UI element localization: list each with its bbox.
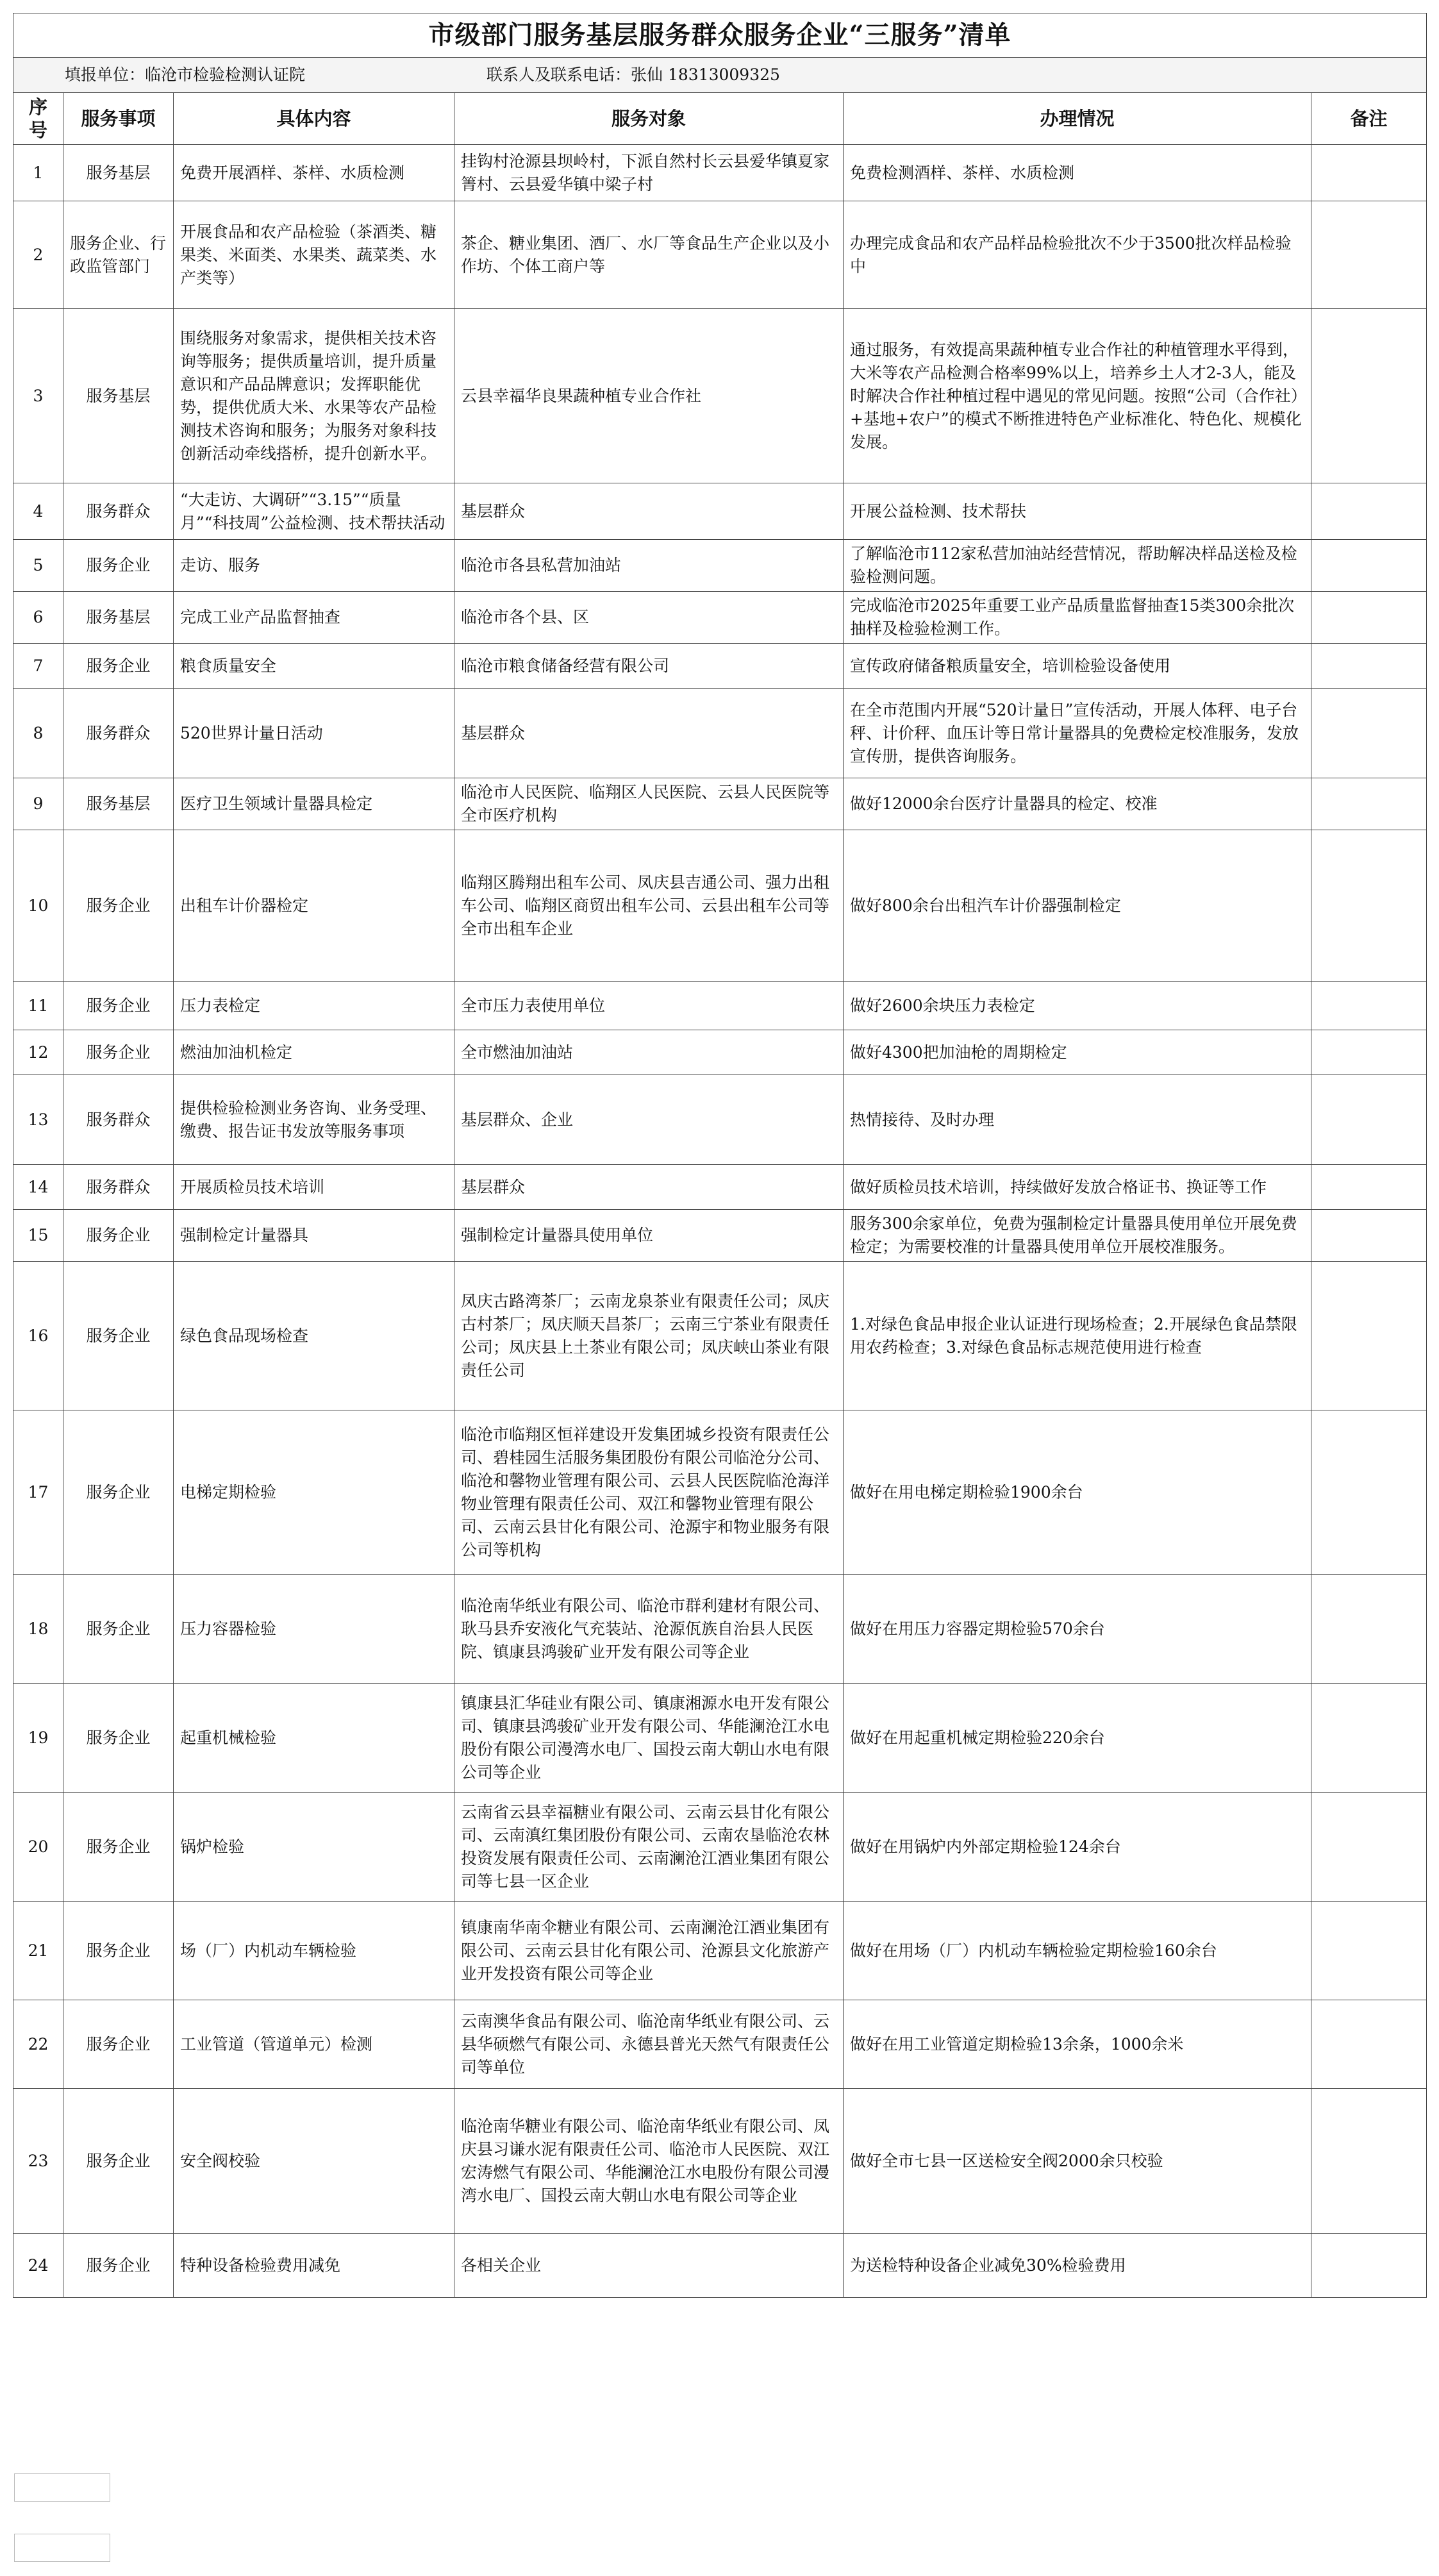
cell-note: [1311, 540, 1427, 592]
cell-content: 场（厂）内机动车辆检验: [174, 1902, 454, 2000]
cell-status: 做好在用起重机械定期检验220余台: [844, 1684, 1311, 1793]
cell-target: 临沧市各县私营加油站: [454, 540, 844, 592]
table-row: [13, 592, 1427, 644]
cell-no: 24: [13, 2234, 63, 2298]
cell-item: 服务企业: [63, 540, 174, 592]
cell-no: 15: [13, 1210, 63, 1262]
cell-content: 走访、服务: [174, 540, 454, 592]
cell-note: [1311, 1030, 1427, 1075]
cell-status: 热情接待、及时办理: [844, 1075, 1311, 1165]
cell-item: 服务企业: [63, 1684, 174, 1793]
cell-no: 3: [13, 309, 63, 483]
empty-cell-stub: [14, 2473, 110, 2502]
cell-target: 临沧南华纸业有限公司、临沧市群利建材有限公司、耿马县乔安液化气充装站、沧源佤族自治县人民医院、镇康县鸿骏矿业开发有限公司等企业: [454, 1575, 844, 1684]
cell-no: 13: [13, 1075, 63, 1165]
table-row: [13, 201, 1427, 309]
cell-note: [1311, 1410, 1427, 1575]
cell-item: 服务企业: [63, 1262, 174, 1410]
cell-no: 19: [13, 1684, 63, 1793]
cell-status: 了解临沧市112家私营加油站经营情况，帮助解决样品送检及检验检测问题。: [844, 540, 1311, 592]
cell-note: [1311, 201, 1427, 309]
empty-cell-stub: [14, 2534, 110, 2562]
cell-note: [1311, 830, 1427, 982]
cell-status: 完成临沧市2025年重要工业产品质量监督抽查15类300余批次抽样及检验检测工作。: [844, 592, 1311, 644]
table-row: [13, 1684, 1427, 1793]
cell-content: 锅炉检验: [174, 1793, 454, 1902]
cell-note: [1311, 2089, 1427, 2234]
cell-status: 为送检特种设备企业减免30%检验费用: [844, 2234, 1311, 2298]
cell-item: 服务群众: [63, 1165, 174, 1210]
cell-note: [1311, 644, 1427, 689]
table-row: [13, 1075, 1427, 1165]
table-row: [13, 309, 1427, 483]
cell-content: 出租车计价器检定: [174, 830, 454, 982]
cell-no: 10: [13, 830, 63, 982]
cell-status: 做好在用锅炉内外部定期检验124余台: [844, 1793, 1311, 1902]
cell-item: 服务基层: [63, 778, 174, 830]
cell-note: [1311, 689, 1427, 778]
table-row: [13, 1410, 1427, 1575]
cell-target: 临翔区腾翔出租车公司、凤庆县吉通公司、强力出租车公司、临翔区商贸出租车公司、云县出租车公司等全市出租车企业: [454, 830, 844, 982]
cell-status: 开展公益检测、技术帮扶: [844, 483, 1311, 540]
info-row: [13, 58, 1427, 93]
table-row: [13, 1575, 1427, 1684]
cell-content: 电梯定期检验: [174, 1410, 454, 1575]
cell-status: 通过服务，有效提高果蔬种植专业合作社的种植管理水平得到，大米等农产品检测合格率99%以上，培养乡土人才2-3人，能及时解决合作社种植过程中遇见的常见问题。按照“公司（合作社）+基地+农户”的模式不断推进特色产业标准化、特色化、规模化发展。: [844, 309, 1311, 483]
cell-note: [1311, 1902, 1427, 2000]
cell-note: [1311, 1210, 1427, 1262]
cell-status: 在全市范围内开展“520计量日”宣传活动，开展人体秤、电子台秤、计价秤、血压计等日常计量器具的免费检定校准服务，发放宣传册，提供咨询服务。: [844, 689, 1311, 778]
cell-note: [1311, 1793, 1427, 1902]
cell-no: 2: [13, 201, 63, 309]
header-item: 服务事项: [63, 93, 174, 145]
cell-note: [1311, 145, 1427, 201]
cell-note: [1311, 1575, 1427, 1684]
header-content: 具体内容: [174, 93, 454, 145]
cell-target: 基层群众: [454, 689, 844, 778]
cell-note: [1311, 1075, 1427, 1165]
cell-content: 压力表检定: [174, 982, 454, 1030]
cell-item: 服务企业: [63, 1410, 174, 1575]
cell-target: 基层群众: [454, 483, 844, 540]
cell-note: [1311, 1262, 1427, 1410]
cell-note: [1311, 2000, 1427, 2089]
table-row: [13, 1902, 1427, 2000]
cell-no: 18: [13, 1575, 63, 1684]
table-row: [13, 483, 1427, 540]
cell-note: [1311, 778, 1427, 830]
cell-status: 1.对绿色食品申报企业认证进行现场检查；2.开展绿色食品禁限用农药检查；3.对绿色食品标志规范使用进行检查: [844, 1262, 1311, 1410]
cell-content: 工业管道（管道单元）检测: [174, 2000, 454, 2089]
cell-target: 云南澳华食品有限公司、临沧南华纸业有限公司、云县华硕燃气有限公司、永德县普光天然气有限责任公司等单位: [454, 2000, 844, 2089]
cell-note: [1311, 2234, 1427, 2298]
cell-content: 520世界计量日活动: [174, 689, 454, 778]
cell-status: 做好质检员技术培训，持续做好发放合格证书、换证等工作: [844, 1165, 1311, 1210]
cell-note: [1311, 309, 1427, 483]
cell-target: 挂钩村沧源县坝岭村，下派自然村长云县爱华镇夏家箐村、云县爱华镇中梁子村: [454, 145, 844, 201]
cell-no: 23: [13, 2089, 63, 2234]
cell-target: 镇康南华南伞糖业有限公司、云南澜沧江酒业集团有限公司、云南云县甘化有限公司、沧源县文化旅游产业开发投资有限公司等企业: [454, 1902, 844, 2000]
cell-target: 临沧市各个县、区: [454, 592, 844, 644]
cell-content: 提供检验检测业务咨询、业务受理、缴费、报告证书发放等服务事项: [174, 1075, 454, 1165]
table-row: [13, 1030, 1427, 1075]
cell-target: 临沧南华糖业有限公司、临沧南华纸业有限公司、凤庆县习谦水泥有限责任公司、临沧市人民医院、双江宏涛燃气有限公司、华能澜沧江水电股份有限公司漫湾水电厂、国投云南大朝山水电有限公司等企业: [454, 2089, 844, 2234]
cell-content: 绿色食品现场检查: [174, 1262, 454, 1410]
table-row: [13, 2234, 1427, 2298]
cell-item: 服务基层: [63, 592, 174, 644]
cell-status: 做好2600余块压力表检定: [844, 982, 1311, 1030]
header-target: 服务对象: [454, 93, 844, 145]
cell-no: 1: [13, 145, 63, 201]
cell-content: 粮食质量安全: [174, 644, 454, 689]
cell-item: 服务企业: [63, 644, 174, 689]
cell-item: 服务群众: [63, 1075, 174, 1165]
cell-target: 全市燃油加油站: [454, 1030, 844, 1075]
cell-note: [1311, 1165, 1427, 1210]
cell-target: 云南省云县幸福糖业有限公司、云南云县甘化有限公司、云南滇红集团股份有限公司、云南农垦临沧农林投资发展有限责任公司、云南澜沧江酒业集团有限公司等七县一区企业: [454, 1793, 844, 1902]
cell-target: 各相关企业: [454, 2234, 844, 2298]
header-row: [13, 93, 1427, 145]
cell-content: “大走访、大调研”“3.15”“质量月”“科技周”公益检测、技术帮扶活动: [174, 483, 454, 540]
cell-content: 安全阀校验: [174, 2089, 454, 2234]
cell-status: 办理完成食品和农产品样品检验批次不少于3500批次样品检验中: [844, 201, 1311, 309]
cell-item: 服务企业: [63, 2089, 174, 2234]
cell-status: 做好在用工业管道定期检验13余条，1000余米: [844, 2000, 1311, 2089]
cell-status: 做好在用场（厂）内机动车辆检验定期检验160余台: [844, 1902, 1311, 2000]
cell-content: 开展食品和农产品检验（茶酒类、糖果类、米面类、水果类、蔬菜类、水产类等）: [174, 201, 454, 309]
table-row: [13, 778, 1427, 830]
cell-target: 凤庆古路湾茶厂；云南龙泉茶业有限责任公司；凤庆古村茶厂；凤庆顺天昌茶厂；云南三宁茶业有限责任公司；凤庆县上土茶业有限公司；凤庆峡山茶业有限责任公司: [454, 1262, 844, 1410]
cell-no: 8: [13, 689, 63, 778]
cell-status: 做好12000余台医疗计量器具的检定、校准: [844, 778, 1311, 830]
cell-content: 压力容器检验: [174, 1575, 454, 1684]
cell-status: 宣传政府储备粮质量安全，培训检验设备使用: [844, 644, 1311, 689]
cell-no: 5: [13, 540, 63, 592]
table-row: [13, 2000, 1427, 2089]
page-title: 市级部门服务基层服务群众服务企业“三服务”清单: [13, 13, 1427, 58]
table-row: [13, 145, 1427, 201]
header-note: 备注: [1311, 93, 1427, 145]
cell-no: 16: [13, 1262, 63, 1410]
cell-status: 做好4300把加油枪的周期检定: [844, 1030, 1311, 1075]
cell-status: 免费检测酒样、茶样、水质检测: [844, 145, 1311, 201]
cell-note: [1311, 982, 1427, 1030]
table-row: [13, 540, 1427, 592]
cell-no: 11: [13, 982, 63, 1030]
cell-target: 临沧市临翔区恒祥建设开发集团城乡投资有限责任公司、碧桂园生活服务集团股份有限公司临沧分公司、临沧和馨物业管理有限公司、云县人民医院临沧海洋物业管理有限责任公司、双江和馨物业管理有限公司、云南云县甘化有限公司、沧源宇和物业服务有限公司等机构: [454, 1410, 844, 1575]
cell-content: 燃油加油机检定: [174, 1030, 454, 1075]
cell-target: 镇康县汇华硅业有限公司、镇康湘源水电开发有限公司、镇康县鸿骏矿业开发有限公司、华能澜沧江水电股份有限公司漫湾水电厂、国投云南大朝山水电有限公司等企业: [454, 1684, 844, 1793]
table-row: [13, 1262, 1427, 1410]
table-row: [13, 689, 1427, 778]
cell-status: 服务300余家单位，免费为强制检定计量器具使用单位开展免费检定；为需要校准的计量器具使用单位开展校准服务。: [844, 1210, 1311, 1262]
table-row: [13, 644, 1427, 689]
table-row: [13, 1793, 1427, 1902]
cell-item: 服务企业、行政监管部门: [63, 201, 174, 309]
cell-item: 服务基层: [63, 309, 174, 483]
service-list-table: [13, 13, 1427, 2298]
cell-content: 免费开展酒样、茶样、水质检测: [174, 145, 454, 201]
cell-no: 21: [13, 1902, 63, 2000]
cell-no: 12: [13, 1030, 63, 1075]
contact-info: 联系人及联系电话：张仙 18313009325: [487, 65, 780, 84]
cell-item: 服务群众: [63, 483, 174, 540]
cell-content: 完成工业产品监督抽查: [174, 592, 454, 644]
cell-no: 22: [13, 2000, 63, 2089]
reporting-unit: 填报单位：临沧市检验检测认证院: [65, 65, 306, 84]
cell-no: 17: [13, 1410, 63, 1575]
cell-no: 9: [13, 778, 63, 830]
cell-target: 茶企、糖业集团、酒厂、水厂等食品生产企业以及小作坊、个体工商户等: [454, 201, 844, 309]
cell-content: 特种设备检验费用减免: [174, 2234, 454, 2298]
table-row: [13, 982, 1427, 1030]
cell-content: 开展质检员技术培训: [174, 1165, 454, 1210]
cell-target: 强制检定计量器具使用单位: [454, 1210, 844, 1262]
cell-target: 基层群众、企业: [454, 1075, 844, 1165]
table-row: [13, 1165, 1427, 1210]
cell-item: 服务企业: [63, 1575, 174, 1684]
cell-item: 服务企业: [63, 1030, 174, 1075]
cell-target: 全市压力表使用单位: [454, 982, 844, 1030]
cell-note: [1311, 1684, 1427, 1793]
cell-content: 起重机械检验: [174, 1684, 454, 1793]
cell-status: 做好全市七县一区送检安全阀2000余只校验: [844, 2089, 1311, 2234]
cell-content: 强制检定计量器具: [174, 1210, 454, 1262]
cell-no: 14: [13, 1165, 63, 1210]
cell-item: 服务企业: [63, 1902, 174, 2000]
table-row: [13, 1210, 1427, 1262]
cell-item: 服务企业: [63, 982, 174, 1030]
cell-no: 6: [13, 592, 63, 644]
cell-item: 服务企业: [63, 830, 174, 982]
cell-item: 服务企业: [63, 2000, 174, 2089]
cell-item: 服务企业: [63, 1793, 174, 1902]
cell-no: 20: [13, 1793, 63, 1902]
cell-item: 服务企业: [63, 2234, 174, 2298]
cell-content: 医疗卫生领域计量器具检定: [174, 778, 454, 830]
cell-target: 云县幸福华良果蔬种植专业合作社: [454, 309, 844, 483]
cell-target: 基层群众: [454, 1165, 844, 1210]
cell-no: 7: [13, 644, 63, 689]
cell-target: 临沧市人民医院、临翔区人民医院、云县人民医院等全市医疗机构: [454, 778, 844, 830]
table-row: [13, 830, 1427, 982]
cell-no: 4: [13, 483, 63, 540]
cell-note: [1311, 483, 1427, 540]
header-status: 办理情况: [844, 93, 1311, 145]
cell-status: 做好在用压力容器定期检验570余台: [844, 1575, 1311, 1684]
table-row: [13, 2089, 1427, 2234]
cell-item: 服务群众: [63, 689, 174, 778]
cell-target: 临沧市粮食储备经营有限公司: [454, 644, 844, 689]
header-no: 序号: [13, 93, 63, 145]
cell-content: 围绕服务对象需求，提供相关技术咨询等服务；提供质量培训，提升质量意识和产品品牌意识；发挥职能优势，提供优质大米、水果等农产品检测技术咨询和服务；为服务对象科技创新活动牵线搭桥，提升创新水平。: [174, 309, 454, 483]
cell-note: [1311, 592, 1427, 644]
cell-status: 做好800余台出租汽车计价器强制检定: [844, 830, 1311, 982]
cell-status: 做好在用电梯定期检验1900余台: [844, 1410, 1311, 1575]
cell-item: 服务基层: [63, 145, 174, 201]
cell-item: 服务企业: [63, 1210, 174, 1262]
